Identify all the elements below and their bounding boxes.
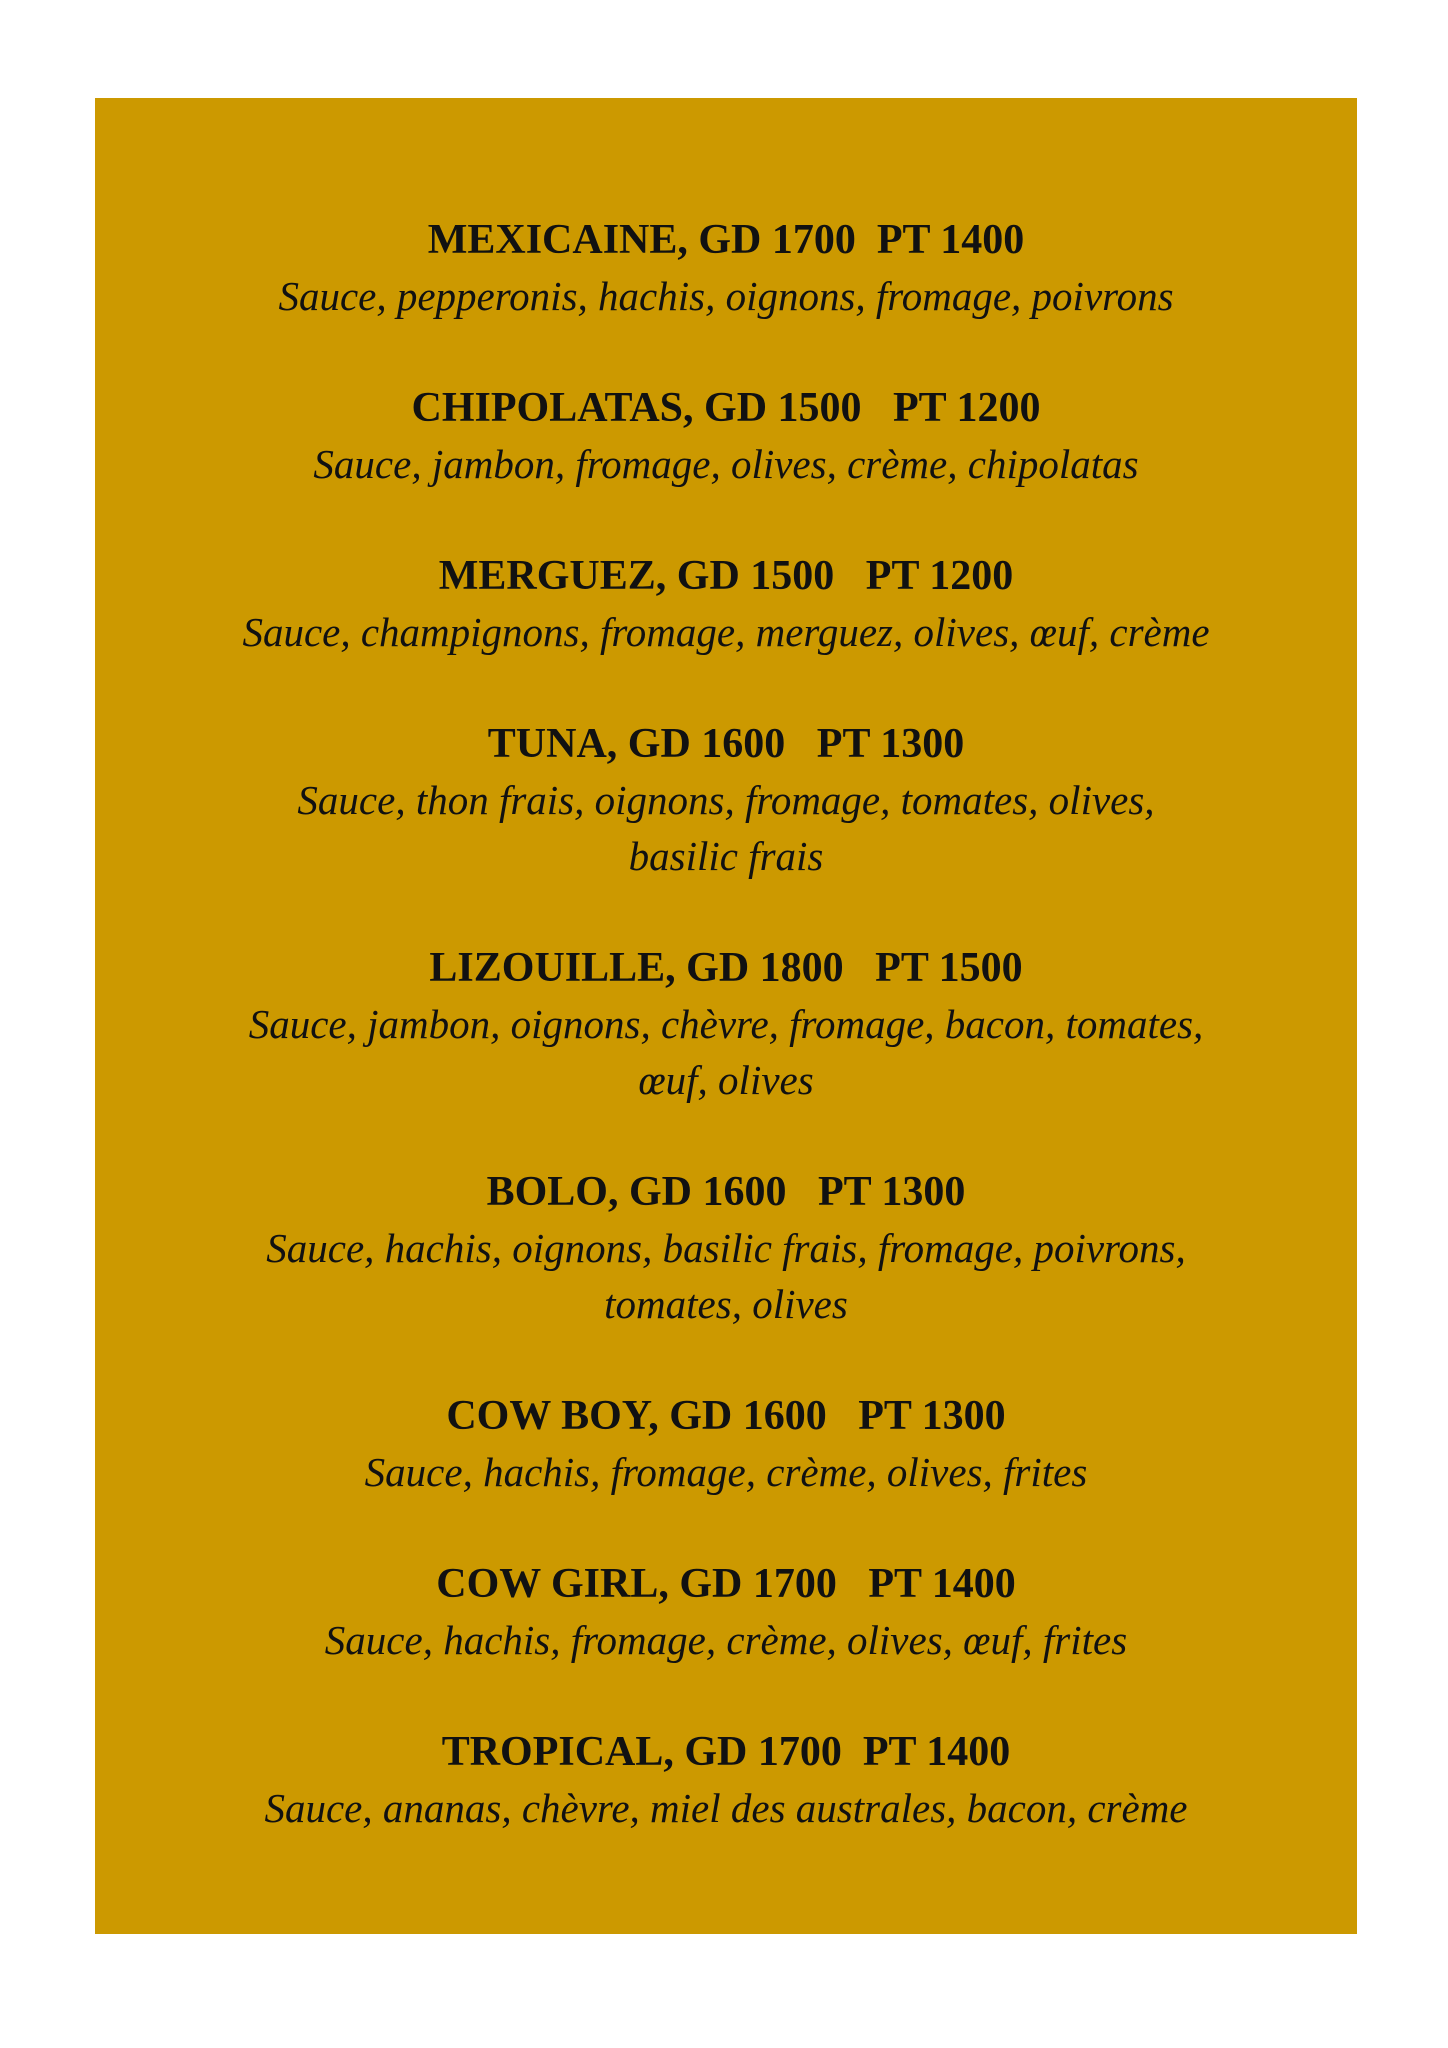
menu-item-merguez (95, 548, 1357, 660)
menu-item-description (95, 604, 1357, 660)
description-line: Sauce, champignons, fromage, merguez, olives, œuf, crème (242, 609, 1210, 655)
description-line: Sauce, hachis, fromage, crème, olives, frites (364, 1449, 1088, 1495)
menu-item-description (95, 772, 1357, 884)
menu-item-cow-boy (95, 1388, 1357, 1500)
menu-item-title: BOLO, GD 1600 PT 1300 (486, 1169, 966, 1215)
description-line: Sauce, pepperonis, hachis, oignons, fromage, poivrons (278, 273, 1174, 319)
menu-item-title: COW BOY, GD 1600 PT 1300 (446, 1393, 1006, 1439)
menu-item-description (95, 1444, 1357, 1500)
menu-item-title: MERGUEZ, GD 1500 PT 1200 (438, 553, 1014, 599)
menu-item-chipolatas (95, 380, 1357, 492)
menu-item-title: CHIPOLATAS, GD 1500 PT 1200 (411, 385, 1041, 431)
menu-item-description (95, 1780, 1357, 1836)
menu-item-description (95, 1220, 1357, 1332)
menu-item-tuna (95, 716, 1357, 884)
description-line: Sauce, hachis, oignons, basilic frais, fromage, poivrons, (266, 1225, 1186, 1271)
menu-item-title: COW GIRL, GD 1700 PT 1400 (436, 1561, 1016, 1607)
menu-item-mexicaine (95, 212, 1357, 324)
menu-item-bolo (95, 1164, 1357, 1332)
menu-list (95, 212, 1357, 1836)
menu-item-lizouille (95, 940, 1357, 1108)
menu-item-title: LIZOUILLE, GD 1800 PT 1500 (429, 945, 1023, 991)
menu-item-description (95, 996, 1357, 1108)
menu-item-description (95, 268, 1357, 324)
menu-item-title: TROPICAL, GD 1700 PT 1400 (441, 1729, 1011, 1775)
description-line: œuf, olives (638, 1057, 814, 1103)
description-line: basilic frais (628, 833, 824, 879)
menu-item-title: MEXICAINE, GD 1700 PT 1400 (427, 217, 1025, 263)
description-line: Sauce, jambon, fromage, olives, crème, chipolatas (313, 441, 1139, 487)
menu-item-tropical (95, 1724, 1357, 1836)
description-line: Sauce, hachis, fromage, crème, olives, œuf, frites (324, 1617, 1128, 1663)
description-line: Sauce, jambon, oignons, chèvre, fromage, bacon, tomates, (248, 1001, 1204, 1047)
description-line: Sauce, thon frais, oignons, fromage, tomates, olives, (297, 777, 1155, 823)
menu-item-description (95, 436, 1357, 492)
description-line: tomates, olives (604, 1281, 848, 1327)
menu-item-description (95, 1612, 1357, 1668)
menu-panel (95, 98, 1357, 1934)
menu-item-cow-girl (95, 1556, 1357, 1668)
menu-item-title: TUNA, GD 1600 PT 1300 (487, 721, 965, 767)
description-line: Sauce, ananas, chèvre, miel des australes, bacon, crème (264, 1785, 1188, 1831)
